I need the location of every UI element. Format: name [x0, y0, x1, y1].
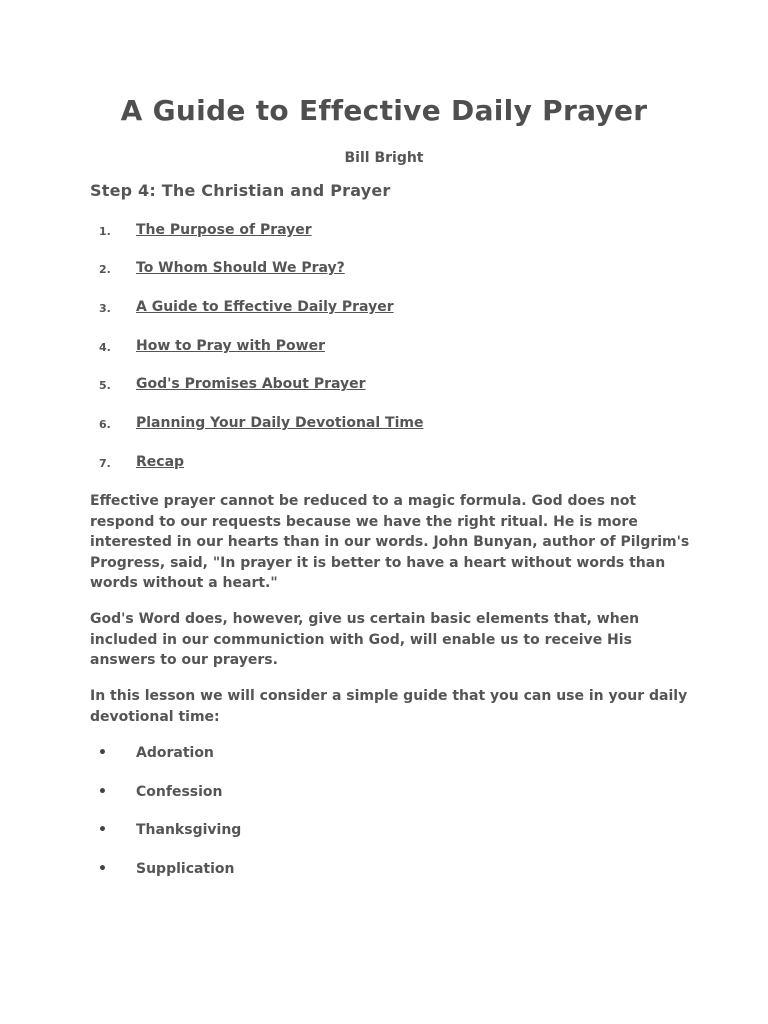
toc-number: 7. — [99, 457, 111, 470]
bullet-marker: • — [98, 822, 107, 838]
bullet-label: Supplication — [136, 861, 235, 877]
toc-link-how-to-pray-with-power[interactable]: How to Pray with Power — [136, 338, 325, 354]
toc-link-recap[interactable]: Recap — [136, 454, 185, 470]
toc-number: 4. — [99, 341, 111, 354]
bullet-marker: • — [98, 745, 107, 761]
toc-link-purpose-of-prayer[interactable]: The Purpose of Prayer — [136, 222, 312, 238]
toc-number: 5. — [99, 379, 111, 392]
toc-link-gods-promises-about-prayer[interactable]: God's Promises About Prayer — [136, 376, 366, 392]
bullet-label: Thanksgiving — [136, 822, 242, 838]
toc-number: 2. — [99, 263, 111, 276]
toc-link-planning-daily-devotional-time[interactable]: Planning Your Daily Devotional Time — [136, 415, 424, 431]
page-title: A Guide to Effective Daily Prayer — [120, 94, 648, 127]
bullet-label: Adoration — [136, 745, 214, 761]
paragraph-lesson-guide: In this lesson we will consider a simple guide that you can use in your daily devotional time: — [90, 688, 688, 725]
bullet-marker: • — [98, 861, 107, 877]
paragraph-intro: Effective prayer cannot be reduced to a magic formula. God does not respond to our requests because we have the right ritual. He is more interested in our hearts than in our words. John Bunyan, author of Pilgrim's Progress, said, "In prayer it is better to have a heart without words than words without a heart." — [90, 493, 690, 591]
author-name: Bill Bright — [344, 150, 424, 166]
toc-number: 6. — [99, 418, 111, 431]
step-heading: Step 4: The Christian and Prayer — [90, 181, 391, 200]
toc-number: 3. — [99, 302, 111, 315]
toc-link-guide-to-effective-daily-prayer[interactable]: A Guide to Effective Daily Prayer — [136, 299, 394, 315]
toc-link-to-whom-should-we-pray[interactable]: To Whom Should We Pray? — [136, 260, 345, 276]
bullet-marker: • — [98, 784, 107, 800]
toc-number: 1. — [99, 225, 111, 238]
paragraph-basic-elements: God's Word does, however, give us certain basic elements that, when included in our communiction with God, will enable us to receive His answers to our prayers. — [90, 611, 640, 668]
bullet-label: Confession — [136, 784, 223, 800]
